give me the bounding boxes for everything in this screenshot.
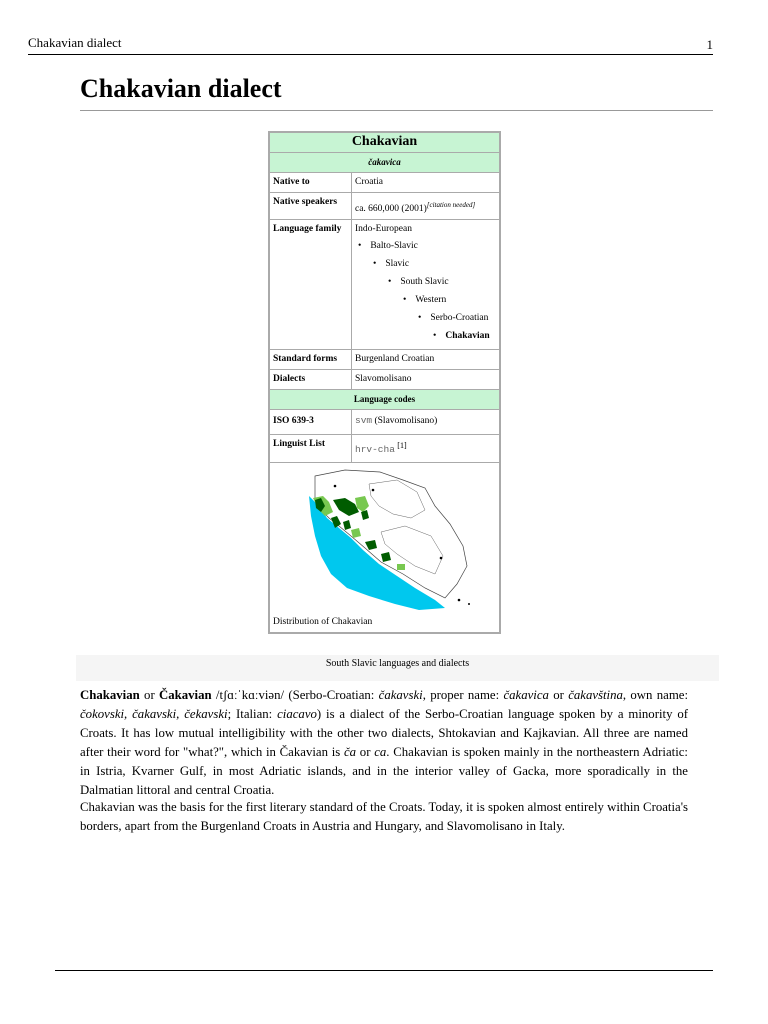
- bullet-icon: •: [373, 259, 377, 270]
- map-caption: Distribution of Chakavian: [273, 617, 373, 628]
- family-root[interactable]: Indo-European: [355, 224, 412, 235]
- intro-paragraph: [80, 686, 688, 800]
- family-tree-label[interactable]: Balto-Slavic: [370, 241, 418, 252]
- italic-term: čakavski: [378, 688, 423, 702]
- row-linguist-list: [270, 435, 500, 463]
- family-tree-item: [355, 309, 496, 327]
- bullet-icon: •: [358, 241, 362, 252]
- speakers-cell: [352, 193, 500, 220]
- linguist-code[interactable]: hrv-cha: [355, 444, 395, 456]
- text-run: or: [548, 688, 569, 702]
- bullet-icon: •: [418, 313, 422, 324]
- second-paragraph: Chakavian was the basis for the first literary standard of the Croats. Today, it is spoken almost entirely within Croatia's borders, apart from the Burgenland Croats in Austria and Hungary, and Slavomolisano in Italy.: [80, 800, 688, 833]
- city-marker: [333, 485, 336, 488]
- standard-value[interactable]: Burgenland Croatian: [352, 350, 500, 370]
- city-marker: [439, 557, 442, 560]
- text-run: or: [356, 745, 375, 759]
- text-run: , own name:: [622, 688, 689, 702]
- family-tree-label-current: Chakavian: [445, 331, 490, 342]
- italic-term: čakavica: [503, 688, 549, 702]
- italic-term: čokovski, čakavski, čekavski: [80, 707, 228, 721]
- family-tree-item: [355, 273, 496, 291]
- dialects-value[interactable]: Slavomolisano: [352, 370, 500, 390]
- navbox-caption[interactable]: South Slavic languages and dialects: [76, 655, 719, 681]
- term-cakavian: Čakavian: [159, 688, 212, 702]
- standard-label: Standard forms: [270, 350, 352, 370]
- family-tree-item: [355, 327, 496, 345]
- family-tree-label[interactable]: Slavic: [385, 259, 410, 270]
- bullet-icon: •: [433, 331, 437, 342]
- linguist-label: Linguist List: [270, 435, 352, 463]
- bullet-icon: •: [403, 295, 407, 306]
- city-marker: [371, 489, 374, 492]
- island-region: [397, 564, 405, 570]
- italic-term: ca: [374, 745, 387, 759]
- language-codes-header: Language codes: [270, 390, 500, 410]
- page-number: 1: [706, 37, 713, 52]
- row-iso: [270, 410, 500, 435]
- italic-term: ča: [343, 745, 357, 759]
- dialects-label: Dialects: [270, 370, 352, 390]
- text-run: . Chakavian is spoken mainly in the northeastern Adriatic: in Istria, Kvarner Gulf, in most Adriatic islands, and in the interior valley of Gacka, more sporadically in the Dalmatian littoral and central Croatia.: [80, 745, 688, 797]
- reference-link[interactable]: [1]: [397, 441, 407, 451]
- italic-term: ciacavo: [277, 707, 317, 721]
- bullet-icon: •: [388, 277, 392, 288]
- running-header: [28, 34, 713, 55]
- row-dialects: [270, 370, 500, 390]
- language-infobox: [268, 131, 501, 634]
- article-title: Chakavian dialect: [80, 74, 282, 103]
- family-tree-item: [355, 255, 496, 273]
- row-standard-forms: [270, 350, 500, 370]
- iso-name: (Slavomolisano): [374, 416, 438, 427]
- row-language-family: [270, 220, 500, 350]
- family-tree-item: [355, 237, 496, 255]
- row-native-speakers: [270, 193, 500, 220]
- text-run: , proper name:: [422, 688, 504, 702]
- city-marker: [457, 599, 460, 602]
- text-run: or: [139, 688, 159, 702]
- infobox-title: Chakavian: [270, 133, 500, 153]
- text-run: (Serbo-Croatian:: [284, 688, 379, 702]
- title-divider: [80, 110, 713, 111]
- chakavian-distribution-map[interactable]: [285, 466, 485, 612]
- native-to-label: Native to: [270, 173, 352, 193]
- family-tree-label[interactable]: Serbo-Croatian: [430, 313, 489, 324]
- row-native-to: [270, 173, 500, 193]
- infobox-native-name: čakavica: [270, 153, 500, 173]
- native-to-value[interactable]: Croatia: [352, 173, 500, 193]
- city-marker: [468, 603, 470, 605]
- family-tree-label[interactable]: Western: [415, 295, 447, 306]
- speakers-value: ca. 660,000 (2001): [355, 204, 427, 215]
- text-run: ; Italian:: [227, 707, 278, 721]
- family-tree-item: [355, 291, 496, 309]
- family-cell: [352, 220, 500, 350]
- footer-divider: [55, 970, 713, 971]
- term-chakavian: Chakavian: [80, 688, 140, 702]
- linguist-cell: [352, 435, 500, 463]
- iso-cell: [352, 410, 500, 435]
- running-title: Chakavian dialect: [28, 35, 122, 50]
- italic-term: čakavština: [568, 688, 623, 702]
- citation-needed-note[interactable]: [citation needed]: [426, 201, 476, 209]
- iso-label: ISO 639-3: [270, 410, 352, 435]
- ipa-pronunciation[interactable]: /tʃɑːˈkɑːviən/: [211, 688, 285, 702]
- iso-code[interactable]: svm: [355, 415, 373, 427]
- family-tree-label[interactable]: South Slavic: [400, 277, 449, 288]
- text-run: ) is a dialect of the Serbo-Croatian language spoken by a minority of Croats. It has low mutual intelligibility with the other two dialects, Shtokavian and Kajkavian. All three are named after their word for "what?", which in Čakavian is: [80, 707, 689, 759]
- family-label: Language family: [270, 220, 352, 350]
- speakers-label: Native speakers: [270, 193, 352, 220]
- map-cell: [270, 463, 500, 633]
